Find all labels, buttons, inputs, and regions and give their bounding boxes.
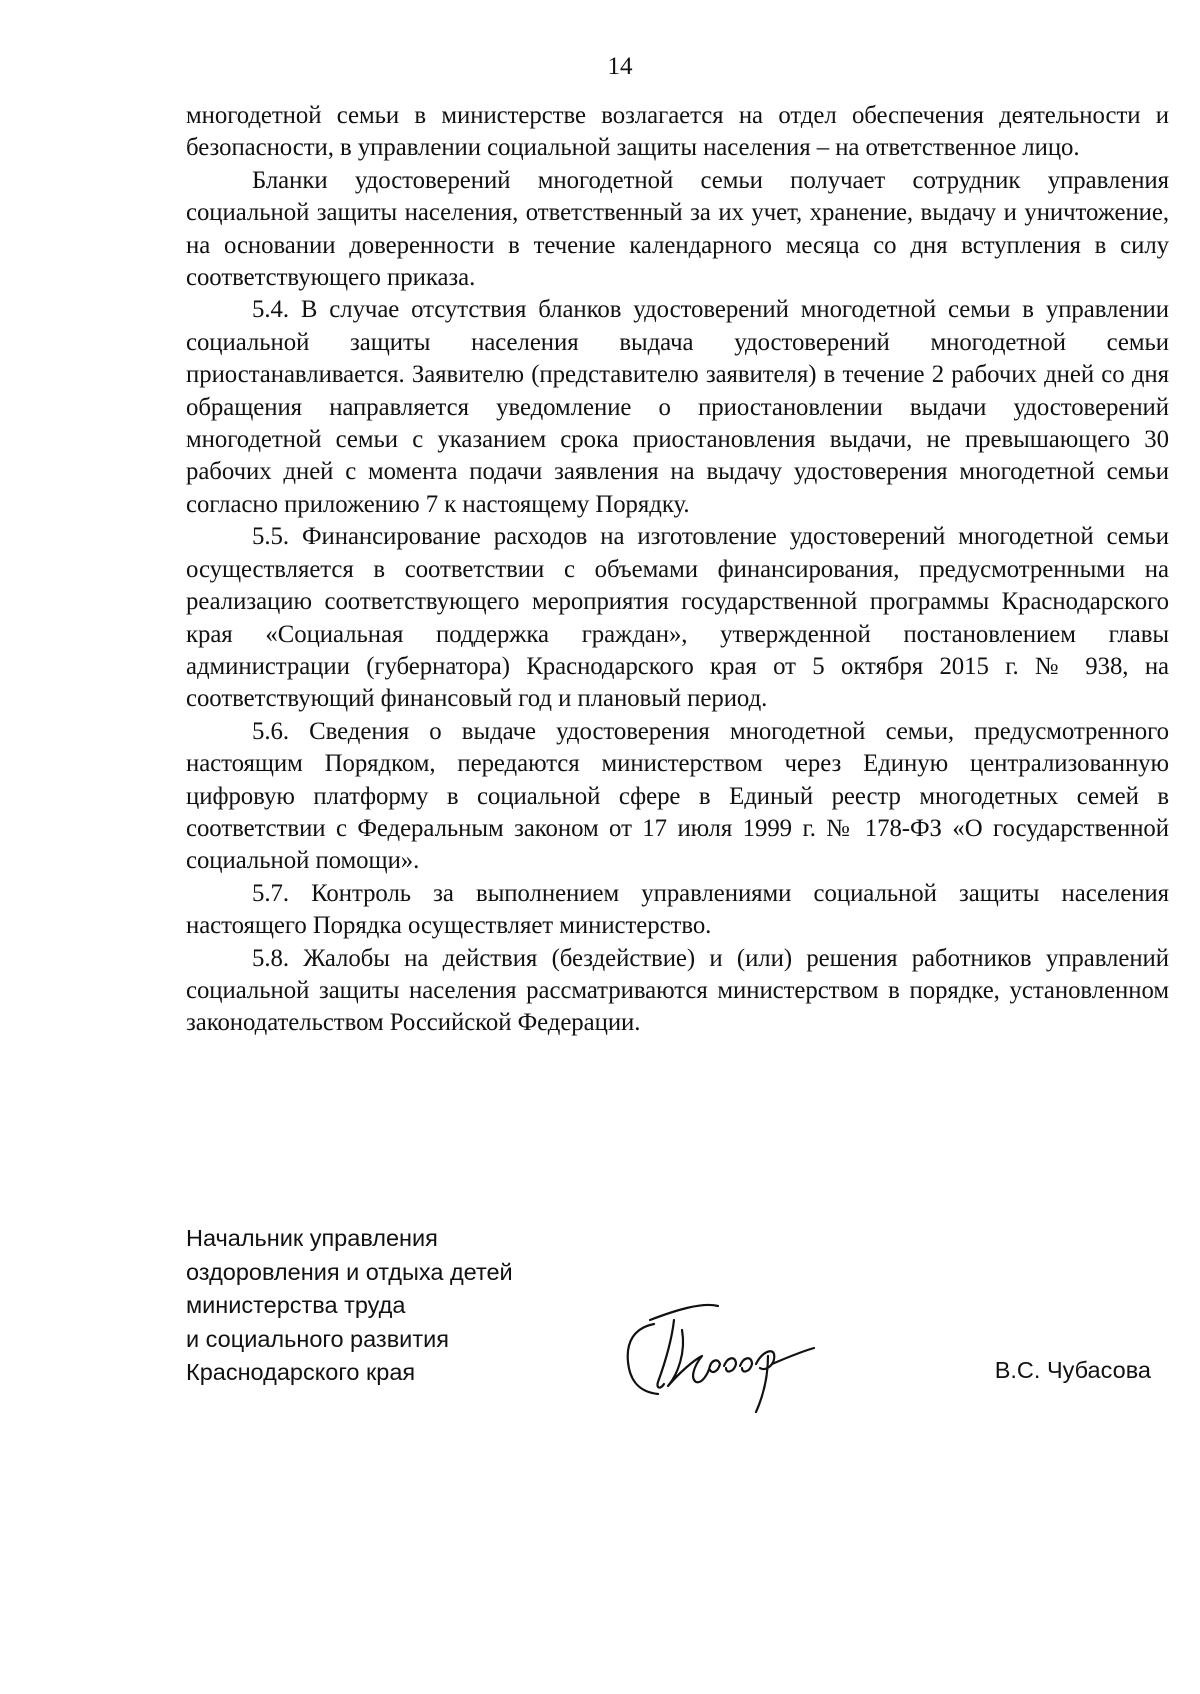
- paragraph-5-7: 5.7. Контроль за выполнением управлениями социальной защиты населения настоящего Порядка осуществляет министерство.: [186, 879, 1169, 940]
- position-line: министерства труда: [186, 1292, 406, 1318]
- paragraph-5-4: 5.4. В случае отсутствия бланков удостоверений многодетной семьи в управлении социальной защиты населения выдача удостоверений многодетной семьи приостанавливается. Заявителю (представителю заявителя) в течение 2 рабочих дней со дня обращения направляется уведомление о приостановлении выдачи удостоверений многодетной семьи с указанием срока приостановления выдачи, не превышающего 30 рабочих дней с момента подачи заявления на выдачу удостоверения многодетной семьи согласно приложению 7 к настоящему Порядку.: [186, 296, 1169, 518]
- paragraph-5-6: 5.6. Сведения о выдаче удостоверения многодетной семьи, предусмотренного настоящим Порядком, передаются министерством через Единую централизованную цифровую платформу в социальной сфере в Единый реестр многодетных семей в соответствии с Федеральным законом от 17 июля 1999 г. № 178-ФЗ «О государственной социальной помощи».: [186, 717, 1169, 875]
- position-line: и социального развития: [186, 1325, 449, 1352]
- position-line: Краснодарского края: [186, 1359, 416, 1385]
- document-body: [186, 100, 1169, 1040]
- handwritten-signature: [606, 1290, 846, 1420]
- position-line: Начальник управления: [186, 1225, 438, 1251]
- paragraph-5-8: 5.8. Жалобы на действия (бездействие) и (или) решения работников управлений социальной защиты населения рассматриваются министерством в порядке, установленном законодательством Российской Федерации.: [186, 944, 1169, 1037]
- position-line: оздоровления и отдыха детей: [186, 1258, 513, 1285]
- page-number: 14: [607, 53, 633, 80]
- signer-name: В.С. Чубасова: [994, 1357, 1151, 1383]
- paragraph-5-5: 5.5. Финансирование расходов на изготовление удостоверений многодетной семьи осуществляется в соответствии с объемами финансирования, предусмотренными на реализацию соответствующего мероприятия государственной программы Краснодарского края «Социальная поддержка граждан», утвержденной постановлением главы администрации (губернатора) Краснодарского края от 5 октября 2015 г. № 938, на соответствующий финансовый год и плановый период.: [186, 523, 1169, 713]
- paragraph-continuation: многодетной семьи в министерстве возлагается на отдел обеспечения деятельности и безопасности, в управлении социальной защиты населения – на ответственное лицо.: [186, 102, 1169, 162]
- signature-block: [186, 1222, 1169, 1412]
- paragraph-blank-forms: Бланки удостоверений многодетной семьи получает сотрудник управления социальной защиты населения, ответственный за их учет, хранение, выдачу и уничтожение, на основании доверенности в течение календарного месяца со дня вступления в силу соответствующего приказа.: [186, 166, 1169, 292]
